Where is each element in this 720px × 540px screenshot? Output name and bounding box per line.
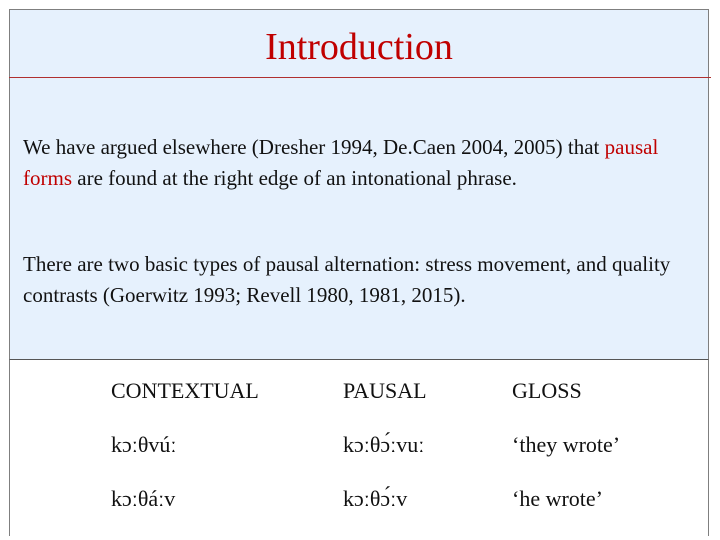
body-panel — [9, 78, 709, 360]
table-cell-contextual: kɔːθvúː — [111, 432, 177, 457]
pausal-forms-highlight: pausal forms — [23, 135, 659, 190]
slide-title: Introduction — [265, 26, 453, 68]
paragraph1-text-before: We have argued elsewhere (Dresher 1994, De.Caen 2004, 2005) that — [23, 135, 605, 159]
table-cell-contextual: kɔːθáːv — [111, 486, 176, 511]
title-panel — [9, 9, 709, 77]
paragraph-pausal-forms — [23, 132, 703, 194]
header-gloss: GLOSS — [512, 378, 582, 403]
paragraph-alternation-types: There are two basic types of pausal alternation: stress movement, and quality contrasts (Goerwitz 1993; Revell 1980, 1981, 2015). — [23, 252, 671, 307]
table-cell-gloss: ‘he wrote’ — [512, 486, 604, 511]
table-cell-pausal: kɔːθɔ́ːv — [343, 486, 408, 511]
header-contextual: CONTEXTUAL — [111, 378, 259, 403]
forms-table — [9, 360, 709, 536]
table-cell-gloss: ‘they wrote’ — [512, 432, 621, 457]
paragraph1-text-after: are found at the right edge of an intonational phrase. — [72, 166, 517, 190]
header-pausal: PAUSAL — [343, 378, 427, 403]
table-cell-pausal: kɔːθɔ́ːvuː — [343, 432, 425, 457]
